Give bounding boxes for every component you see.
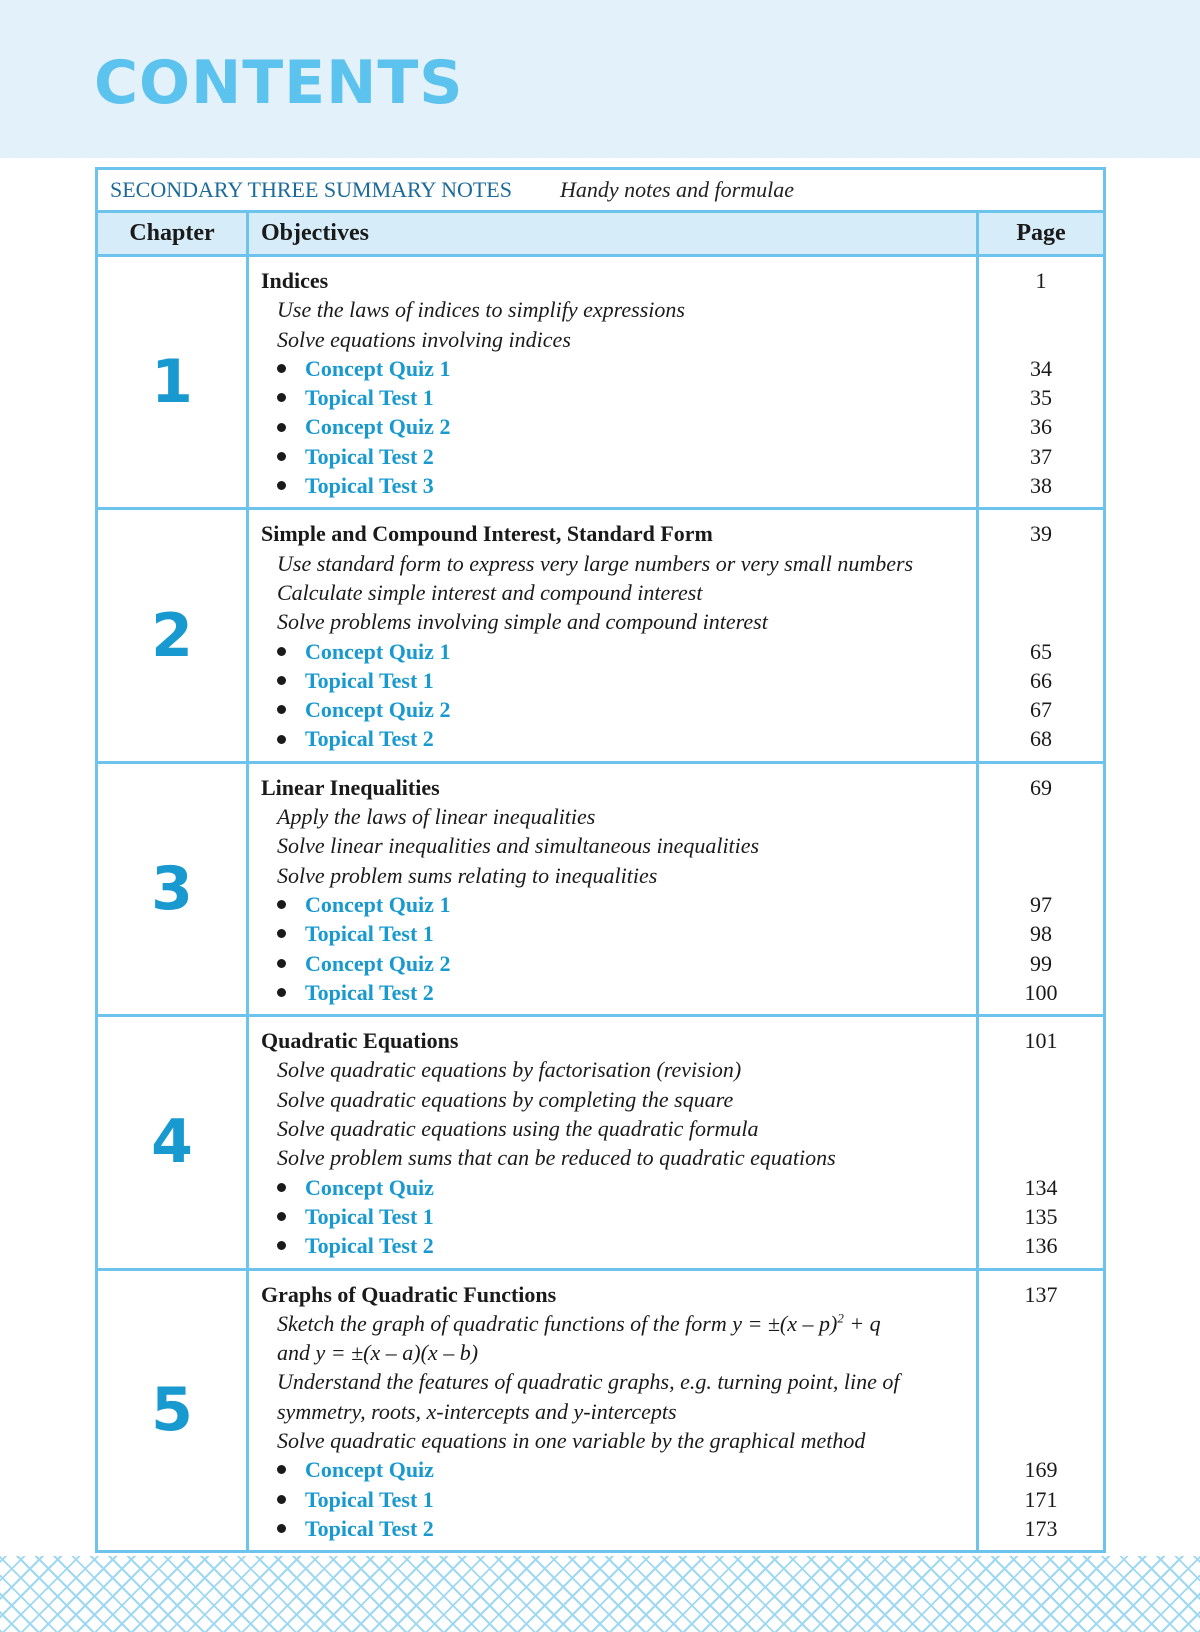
quiz-link[interactable]: Concept Quiz 1 — [305, 355, 451, 381]
bullet-icon — [277, 959, 286, 968]
objective-text: Solve quadratic equations by completing the square — [277, 1086, 734, 1112]
quiz-item[interactable] — [261, 1455, 970, 1484]
chapter-number: 3 — [151, 853, 193, 924]
page-spacer — [979, 1338, 1103, 1367]
bullet-icon — [277, 929, 286, 938]
objective-text: Solve problems involving simple and compound interest — [277, 609, 768, 635]
quiz-link[interactable]: Topical Test 2 — [305, 979, 434, 1005]
bullet-icon — [277, 988, 286, 997]
page-spacer — [979, 549, 1103, 578]
objective-text: Solve quadratic equations by factorisation (revision) — [277, 1057, 742, 1083]
quiz-page-number: 171 — [1024, 1486, 1058, 1512]
quiz-page-number: 34 — [1030, 355, 1052, 381]
quiz-item[interactable] — [261, 471, 970, 500]
objective-text: Solve quadratic equations in one variable by the graphical method — [277, 1427, 866, 1453]
quiz-item[interactable] — [261, 919, 970, 948]
quiz-item[interactable] — [261, 412, 970, 441]
bullet-icon — [277, 735, 286, 744]
chapter-topic[interactable]: Indices — [261, 268, 329, 293]
page-spacer — [979, 1085, 1103, 1114]
objective-text: Sketch the graph of quadratic functions of the form y = ±(x – p)$^2$ + q — [277, 1310, 881, 1336]
objective-text: Calculate simple interest and compound interest — [277, 579, 703, 605]
quiz-item[interactable] — [261, 1485, 970, 1514]
objective-text: Solve problem sums that can be reduced to quadratic equations — [277, 1145, 836, 1171]
objectives-cell — [249, 764, 979, 1014]
bullet-icon — [277, 481, 286, 490]
page-spacer — [979, 607, 1103, 636]
quiz-link[interactable]: Topical Test 1 — [305, 385, 434, 411]
page-cell — [979, 764, 1103, 1014]
page-cell — [979, 257, 1103, 507]
quiz-page-number: 68 — [1030, 726, 1052, 752]
page-spacer — [979, 1397, 1103, 1426]
column-headers — [98, 213, 1103, 257]
bullet-icon — [277, 705, 286, 714]
quiz-link[interactable]: Concept Quiz — [305, 1174, 434, 1200]
quiz-page-number: 135 — [1024, 1203, 1058, 1229]
page-cell — [979, 510, 1103, 760]
quiz-link[interactable]: Topical Test 2 — [305, 726, 434, 752]
quiz-link[interactable]: Concept Quiz 2 — [305, 414, 451, 440]
topic-page-number: 39 — [1030, 521, 1052, 547]
chapter-number: 4 — [151, 1107, 193, 1178]
column-header-page: Page — [1016, 220, 1066, 246]
chapter-cell — [98, 257, 249, 507]
quiz-item[interactable] — [261, 383, 970, 412]
objective-text: Use the laws of indices to simplify expressions — [277, 297, 685, 323]
topic-page-number: 137 — [1024, 1281, 1058, 1307]
page-spacer — [979, 578, 1103, 607]
quiz-page-number: 98 — [1030, 921, 1052, 947]
quiz-page-number: 97 — [1030, 891, 1052, 917]
page-title: CONTENTS — [94, 48, 464, 118]
page-cell — [979, 1271, 1103, 1551]
chapter-cell — [98, 764, 249, 1014]
chapter-cell — [98, 1017, 249, 1267]
chapter-topic[interactable]: Simple and Compound Interest, Standard Form — [261, 521, 713, 547]
page-spacer — [979, 831, 1103, 860]
objective-text: Understand the features of quadratic graphs, e.g. turning point, line of — [277, 1369, 900, 1395]
chapter-row — [98, 764, 1103, 1017]
quiz-item[interactable] — [261, 724, 970, 753]
bullet-icon — [277, 647, 286, 656]
bullet-icon — [277, 364, 286, 373]
chapter-row — [98, 1017, 1103, 1270]
quiz-page-number: 66 — [1030, 667, 1052, 693]
objectives-cell — [249, 257, 979, 507]
page-spacer — [979, 861, 1103, 890]
objectives-cell — [249, 1017, 979, 1267]
objectives-cell — [249, 1271, 979, 1551]
bullet-icon — [277, 393, 286, 402]
quiz-item[interactable] — [261, 637, 970, 666]
chapter-row — [98, 1271, 1103, 1551]
bullet-icon — [277, 1183, 286, 1192]
chapter-cell — [98, 510, 249, 760]
page-spacer — [979, 1114, 1103, 1143]
footer-pattern — [0, 1556, 1200, 1632]
bullet-icon — [277, 1495, 286, 1504]
column-header-objectives: Objectives — [249, 213, 979, 254]
objective-text: and y = ±(x – a)(x – b) — [277, 1340, 479, 1366]
quiz-link[interactable]: Topical Test 2 — [305, 1515, 434, 1541]
quiz-link[interactable]: Topical Test 2 — [305, 1233, 434, 1259]
topic-page-number: 101 — [1024, 1028, 1058, 1054]
quiz-link[interactable]: Topical Test 3 — [305, 473, 434, 499]
quiz-page-number: 99 — [1030, 950, 1052, 976]
chapter-topic[interactable]: Linear Inequalities — [261, 774, 440, 800]
quiz-item[interactable] — [261, 949, 970, 978]
quiz-link[interactable]: Concept Quiz 2 — [305, 950, 451, 976]
page-spacer — [979, 1426, 1103, 1455]
series-subtitle: Handy notes and formulae — [559, 177, 794, 202]
quiz-link[interactable]: Topical Test 1 — [305, 921, 434, 947]
quiz-link[interactable]: Topical Test 1 — [305, 1203, 434, 1229]
quiz-page-number: 36 — [1030, 414, 1052, 440]
quiz-page-number: 65 — [1030, 638, 1052, 664]
page-spacer — [979, 1055, 1103, 1084]
quiz-link[interactable]: Concept Quiz — [305, 1457, 434, 1483]
page-spacer — [979, 295, 1103, 324]
quiz-page-number: 136 — [1024, 1233, 1058, 1259]
quiz-item[interactable] — [261, 978, 970, 1007]
bullet-icon — [277, 452, 286, 461]
quiz-page-number: 67 — [1030, 697, 1052, 723]
bullet-icon — [277, 423, 286, 432]
page-cell — [979, 1017, 1103, 1267]
chapter-cell — [98, 1271, 249, 1551]
chapter-number: 5 — [151, 1375, 193, 1446]
quiz-link[interactable]: Topical Test 1 — [305, 1486, 434, 1512]
objective-text: Solve problem sums relating to inequalities — [277, 862, 658, 888]
quiz-link[interactable]: Concept Quiz 2 — [305, 697, 451, 723]
contents-table — [95, 167, 1106, 1553]
quiz-item[interactable] — [261, 442, 970, 471]
quiz-link[interactable]: Topical Test 1 — [305, 667, 434, 693]
quiz-page-number: 38 — [1030, 473, 1052, 499]
quiz-item[interactable] — [261, 695, 970, 724]
series-title: SECONDARY THREE SUMMARY NOTES — [110, 177, 512, 202]
quiz-page-number: 169 — [1024, 1457, 1058, 1483]
page-spacer — [979, 802, 1103, 831]
page-spacer — [979, 1309, 1103, 1338]
quiz-page-number: 35 — [1030, 385, 1052, 411]
chapter-list — [98, 257, 1103, 1550]
chapter-number: 2 — [151, 600, 193, 671]
page-spacer — [979, 1367, 1103, 1396]
objective-text: Use standard form to express very large numbers or very small numbers — [277, 550, 914, 576]
bullet-icon — [277, 1241, 286, 1250]
exponent: 2 — [837, 1310, 844, 1326]
chapter-row — [98, 257, 1103, 510]
bullet-icon — [277, 1524, 286, 1533]
chapter-topic[interactable]: Graphs of Quadratic Functions — [261, 1281, 557, 1307]
objective-text: symmetry, roots, x-intercepts and y-intercepts — [277, 1398, 677, 1424]
quiz-link[interactable]: Concept Quiz 1 — [305, 891, 451, 917]
bullet-icon — [277, 1212, 286, 1221]
quiz-page-number: 37 — [1030, 443, 1052, 469]
quiz-page-number: 173 — [1024, 1515, 1058, 1541]
quiz-item[interactable] — [261, 1231, 970, 1260]
chapter-number: 1 — [151, 347, 193, 418]
quiz-item[interactable] — [261, 666, 970, 695]
bullet-icon — [277, 900, 286, 909]
topic-page-number: 69 — [1030, 774, 1052, 800]
quiz-item[interactable] — [261, 1514, 970, 1543]
objectives-cell — [249, 510, 979, 760]
chapter-row — [98, 510, 1103, 763]
topic-page-number: 1 — [1035, 268, 1047, 293]
chapter-topic[interactable]: Quadratic Equations — [261, 1028, 459, 1054]
page-spacer — [979, 1143, 1103, 1172]
bullet-icon — [277, 676, 286, 685]
quiz-link[interactable]: Topical Test 2 — [305, 443, 434, 469]
quiz-page-number: 134 — [1024, 1174, 1058, 1200]
quiz-item[interactable] — [261, 1202, 970, 1231]
bullet-icon — [277, 1465, 286, 1474]
objective-text: Solve equations involving indices — [277, 326, 571, 352]
quiz-item[interactable] — [261, 354, 970, 383]
quiz-link[interactable]: Concept Quiz 1 — [305, 638, 451, 664]
objective-text: Solve linear inequalities and simultaneous inequalities — [277, 833, 760, 859]
objective-text: Solve quadratic equations using the quadratic formula — [277, 1116, 759, 1142]
quiz-item[interactable] — [261, 1173, 970, 1202]
objective-text: Apply the laws of linear inequalities — [277, 804, 596, 830]
header-band — [0, 0, 1200, 158]
page-spacer — [979, 325, 1103, 354]
quiz-item[interactable] — [261, 890, 970, 919]
column-header-chapter: Chapter — [98, 213, 249, 254]
quiz-page-number: 100 — [1024, 979, 1058, 1005]
series-header — [98, 170, 1103, 213]
